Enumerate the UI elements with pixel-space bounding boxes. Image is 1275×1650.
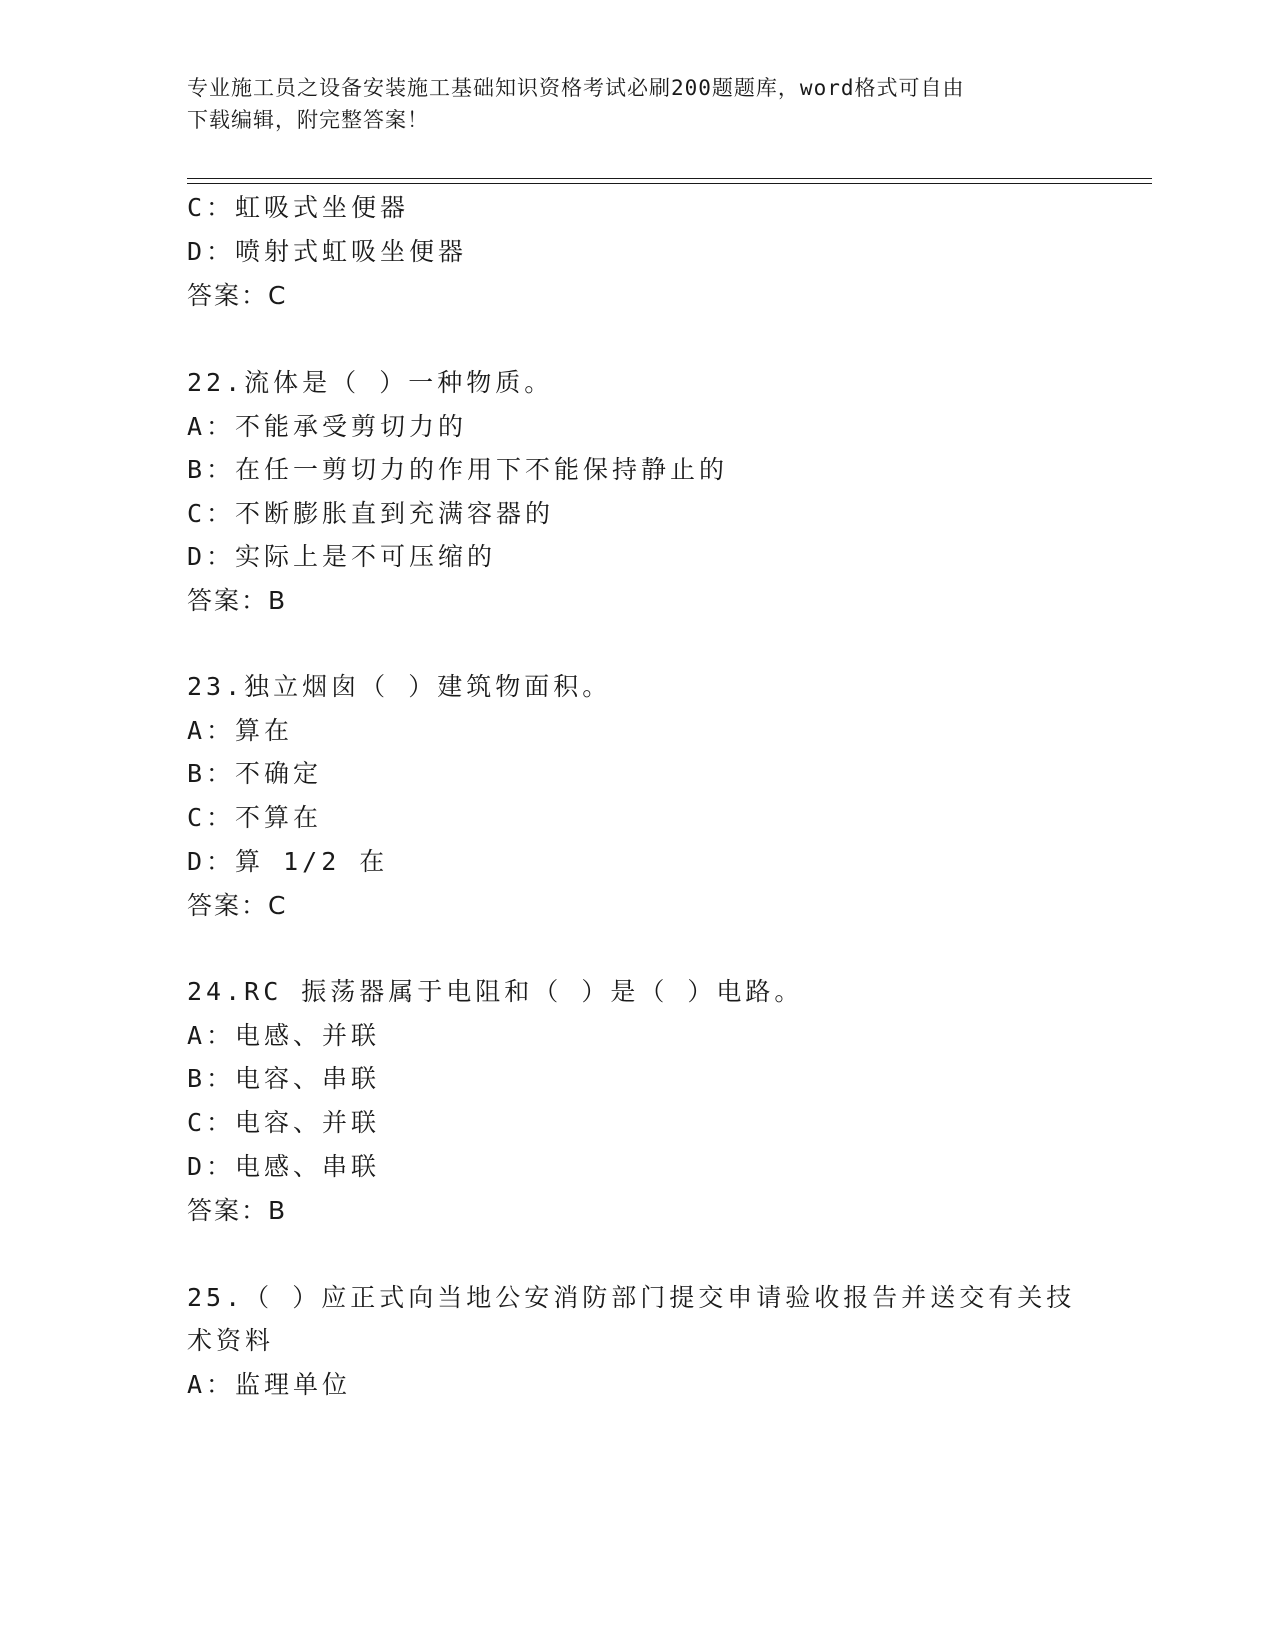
option-d: D：喷射式虹吸坐便器 — [187, 237, 468, 266]
option-c: C：虹吸式坐便器 — [187, 193, 410, 222]
question-stem: 25.（ ）应正式向当地公安消防部门提交申请验收报告并送交有关技 — [187, 1283, 1076, 1312]
option-d: D：算 1/2 在 — [187, 847, 389, 876]
header-divider-top — [187, 178, 1152, 179]
option-c: C：不断膨胀直到充满容器的 — [187, 499, 555, 528]
answer-line: 答案：C — [187, 281, 288, 310]
option-a: A：不能承受剪切力的 — [187, 412, 468, 441]
option-b: B：电容、串联 — [187, 1064, 381, 1093]
question-stem-continued: 术资料 — [187, 1326, 275, 1355]
header-divider-bottom — [187, 183, 1152, 184]
option-b: B：不确定 — [187, 759, 323, 788]
header-line-1: 专业施工员之设备安装施工基础知识资格考试必刷200题题库，word格式可自由 — [187, 76, 965, 100]
option-d: D：电感、串联 — [187, 1152, 381, 1181]
question-stem: 22.流体是（ ）一种物质。 — [187, 368, 554, 397]
answer-line: 答案：B — [187, 1196, 288, 1225]
answer-line: 答案：C — [187, 891, 288, 920]
option-b: B：在任一剪切力的作用下不能保持静止的 — [187, 455, 729, 484]
option-c: C：不算在 — [187, 803, 323, 832]
question-stem: 23.独立烟囱（ ）建筑物面积。 — [187, 672, 612, 701]
option-a: A：监理单位 — [187, 1370, 352, 1399]
answer-line: 答案：B — [187, 586, 288, 615]
option-a: A：算在 — [187, 716, 294, 745]
header-line-2: 下载编辑，附完整答案！ — [187, 108, 429, 132]
option-c: C：电容、并联 — [187, 1108, 381, 1137]
document-header — [187, 72, 1067, 136]
option-a: A：电感、并联 — [187, 1021, 381, 1050]
option-d: D：实际上是不可压缩的 — [187, 542, 497, 571]
question-stem: 24.RC 振荡器属于电阻和（ ）是（ ）电路。 — [187, 977, 804, 1006]
